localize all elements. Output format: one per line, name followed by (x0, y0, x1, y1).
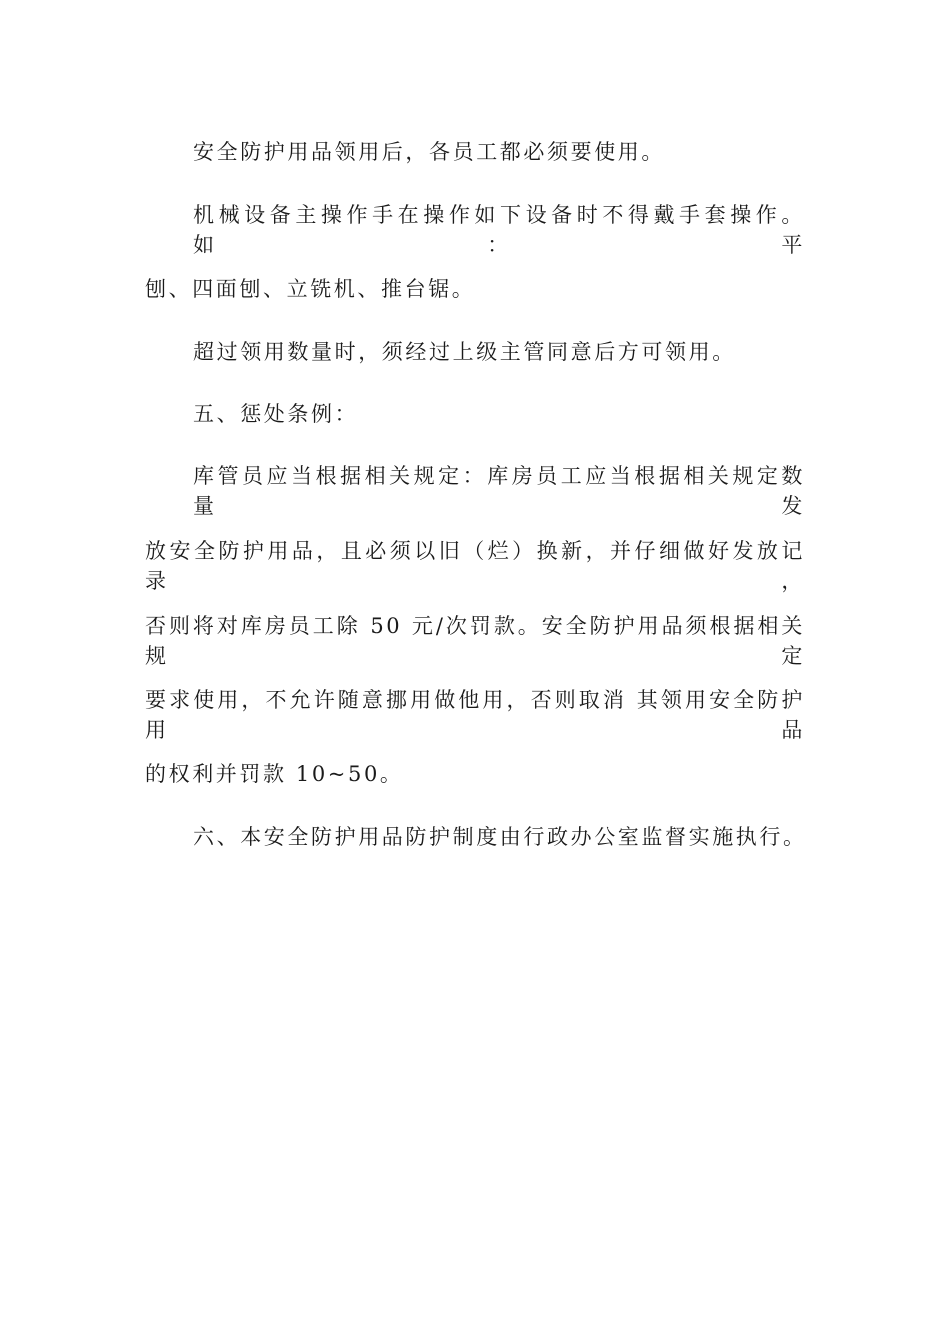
paragraph-penalty-line-3: 否则将对库房员工除 50 元/次罚款。安全防护用品须根据相关规定 (145, 614, 805, 668)
paragraph-penalty-line-1: 库管员应当根据相关规定：库房员工应当根据相关规定数量发 (193, 464, 805, 518)
paragraph-usage: 安全防护用品领用后，各员工都必须要使用。 (193, 140, 665, 164)
section-heading-penalties: 五、惩处条例： (193, 402, 359, 426)
paragraph-penalty-line-5: 的权利并罚款 10~50。 (145, 762, 404, 786)
paragraph-penalty-line-4: 要求使用，不允许随意挪用做他用，否则取消 其领用安全防护用品 (145, 688, 805, 742)
paragraph-gloves-line-2: 刨、四面刨、立铣机、推台锯。 (145, 277, 476, 301)
paragraph-penalty-line-2: 放安全防护用品，且必须以旧（烂）换新，并仔细做好发放记录， (145, 539, 805, 593)
paragraph-exceed-quantity: 超过领用数量时，须经过上级主管同意后方可领用。 (193, 340, 736, 364)
paragraph-gloves-line-1: 机械设备主操作手在操作如下设备时不得戴手套操作。如：平 (193, 203, 805, 257)
section-heading-supervision: 六、本安全防护用品防护制度由行政办公室监督实施执行。 (193, 825, 807, 849)
